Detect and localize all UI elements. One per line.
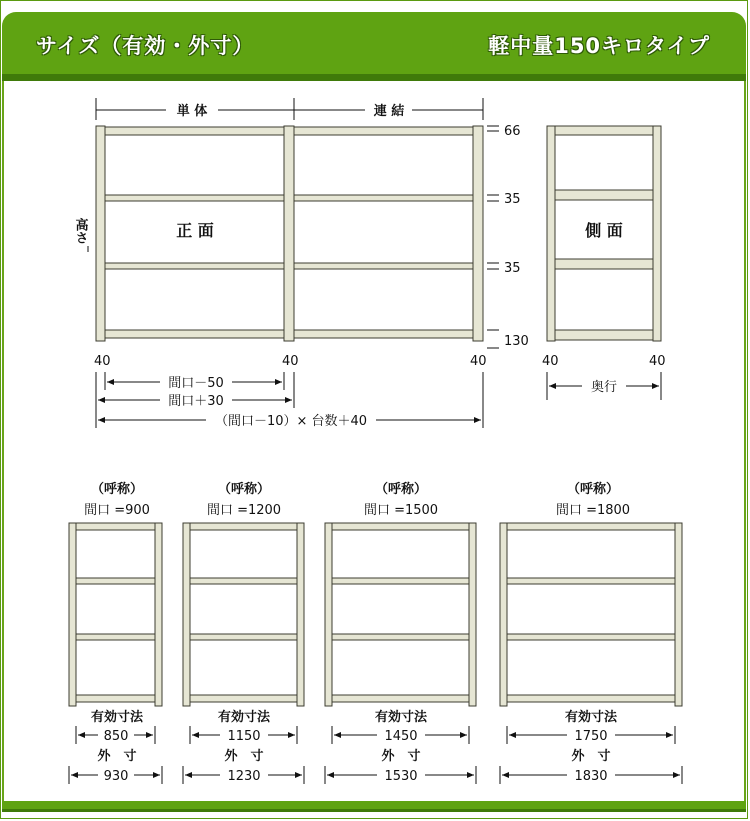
variant-shelf (76, 634, 155, 640)
front-shelf (294, 263, 473, 269)
variant-outer-label: 外 寸 (97, 749, 137, 764)
front-shelf (105, 195, 284, 201)
variant-outer: 1230 (227, 769, 261, 784)
post-width-label: 40 (282, 354, 299, 369)
front-view (73, 98, 529, 429)
variant-shelf (507, 523, 675, 530)
variant-nominal: （呼称） (374, 482, 428, 497)
variant-frontage: 間口 =1800 (555, 503, 631, 518)
label-height: 高さ (72, 218, 88, 244)
front-shelf (294, 127, 473, 135)
variant-effective: 1150 (227, 729, 261, 744)
front-post (284, 126, 294, 341)
variant-effective: 1750 (574, 729, 608, 744)
offset-label: 35 (504, 192, 521, 207)
variant-post (297, 523, 304, 706)
front-shelf (105, 127, 284, 135)
variant-outer-label: 外 寸 (571, 749, 611, 764)
variant-shelf (332, 523, 469, 530)
side-shelf (555, 259, 653, 269)
variant-1500 (325, 481, 476, 784)
variant-post (183, 523, 190, 706)
variant-effective-label: 有効寸法 (564, 710, 618, 725)
variant-post (155, 523, 162, 706)
variant-1800 (500, 481, 682, 784)
variant-shelf (332, 578, 469, 584)
label-side-face: 側 面 (585, 221, 623, 240)
variant-900 (69, 481, 162, 784)
variant-outer: 1530 (384, 769, 418, 784)
header-title: サイズ（有効・外寸） (36, 34, 255, 58)
variant-shelf (332, 695, 469, 702)
front-post (473, 126, 483, 341)
variant-frontage: 間口 =1200 (206, 503, 282, 518)
variant-nominal: （呼称） (90, 482, 144, 497)
variant-effective-label: 有効寸法 (374, 710, 428, 725)
variant-shelf (190, 695, 297, 702)
label-front-face: 正 面 (176, 221, 214, 240)
variant-nominal: （呼称） (217, 482, 271, 497)
variant-outer: 930 (103, 769, 129, 784)
front-post (96, 126, 105, 341)
variants (69, 481, 682, 784)
variant-outer-label: 外 寸 (381, 749, 421, 764)
variant-outer-label: 外 寸 (224, 749, 264, 764)
label-connected: 連 結 (373, 104, 405, 119)
variant-shelf (507, 695, 675, 702)
variant-shelf (76, 695, 155, 702)
offset-label: 130 (504, 334, 529, 349)
front-shelf (294, 195, 473, 201)
variant-post (675, 523, 682, 706)
side-shelf (555, 126, 653, 135)
variant-effective-label: 有効寸法 (217, 710, 271, 725)
variant-frontage: 間口 =1500 (363, 503, 439, 518)
offset-label: 66 (504, 124, 521, 139)
side-shelf (555, 190, 653, 200)
side-post (547, 126, 555, 341)
variant-nominal: （呼称） (566, 482, 620, 497)
front-shelf (105, 263, 284, 269)
front-shelf (294, 330, 473, 338)
variant-effective: 850 (103, 729, 129, 744)
variant-shelf (76, 578, 155, 584)
variant-shelf (507, 578, 675, 584)
offset-label: 35 (504, 261, 521, 276)
dim-span-3: （間口－10）× 台数＋40 (214, 414, 368, 429)
variant-shelf (190, 634, 297, 640)
variant-1200 (183, 481, 304, 784)
side-post-width-label: 40 (649, 354, 666, 369)
variant-shelf (190, 578, 297, 584)
variant-post (500, 523, 507, 706)
side-post (653, 126, 661, 341)
front-shelf (105, 330, 284, 338)
variant-shelf (507, 634, 675, 640)
variant-shelf (190, 523, 297, 530)
dim-span-1: 間口－50 (168, 376, 224, 391)
dim-depth: 奥行 (590, 380, 618, 395)
variant-post (69, 523, 76, 706)
variant-shelf (76, 523, 155, 530)
variant-frontage: 間口 =900 (84, 503, 150, 518)
post-width-label: 40 (470, 354, 487, 369)
variant-outer: 1830 (574, 769, 608, 784)
dim-span-2: 間口＋30 (168, 394, 224, 409)
side-view (542, 126, 666, 400)
variant-effective-label: 有効寸法 (90, 710, 144, 725)
side-shelf (555, 330, 653, 340)
post-width-label: 40 (94, 354, 111, 369)
label-single: 単 体 (176, 104, 208, 119)
variant-shelf (332, 634, 469, 640)
variant-effective: 1450 (384, 729, 418, 744)
side-post-width-label: 40 (542, 354, 559, 369)
variant-post (469, 523, 476, 706)
variant-post (325, 523, 332, 706)
header-type-label: 軽中量150キロタイプ (488, 34, 710, 58)
